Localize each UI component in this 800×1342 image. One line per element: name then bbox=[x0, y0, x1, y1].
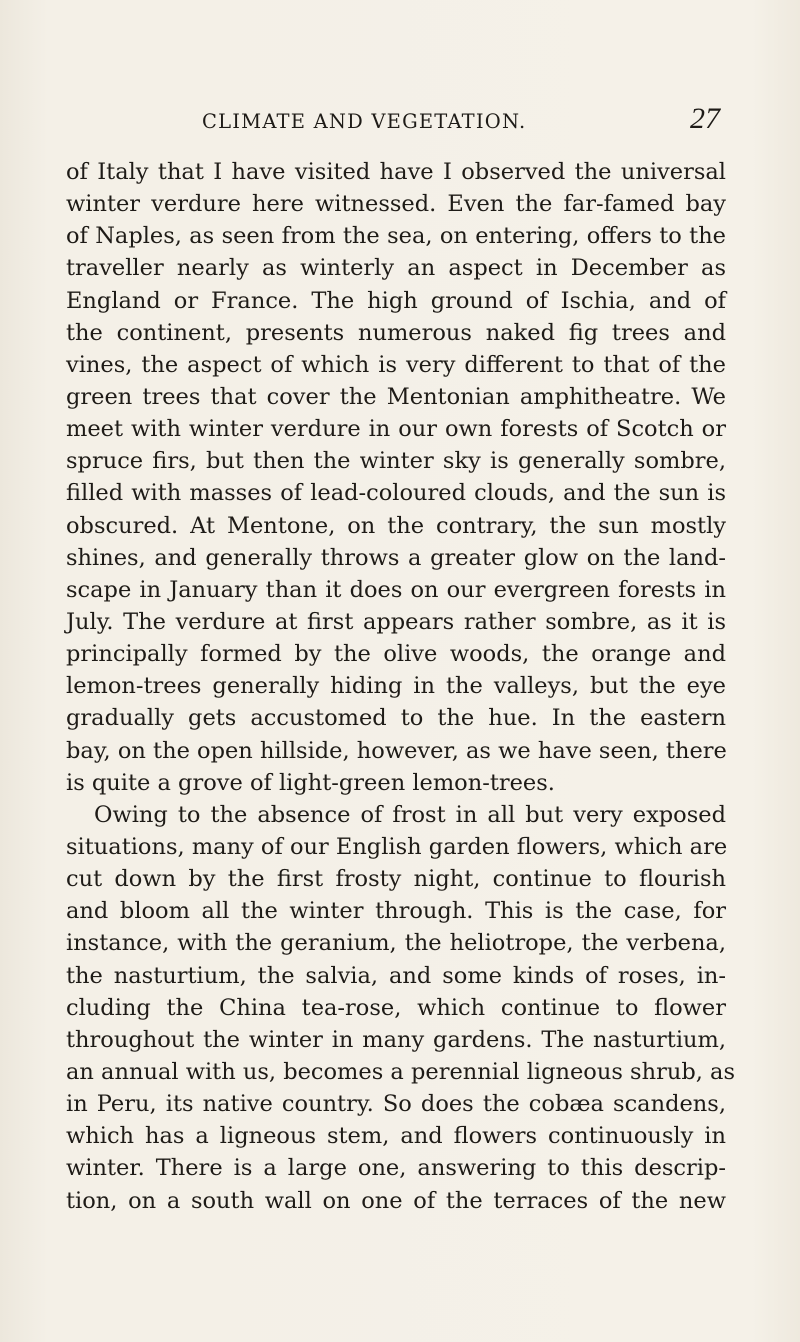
page-header bbox=[66, 102, 720, 148]
text-line: in Peru, its native country. So does the cobæa scandens, bbox=[66, 1091, 726, 1118]
text-line: winter verdure here witnessed. Even the far-famed bay bbox=[66, 191, 726, 218]
text-line: situations, many of our English garden flowers, which are bbox=[66, 833, 728, 860]
body-text bbox=[66, 156, 735, 1217]
text-line: tion, on a south wall on one of the terraces of the new bbox=[66, 1187, 726, 1214]
text-line: throughout the winter in many gardens. The nasturtium, bbox=[66, 1026, 726, 1053]
text-line: meet with winter verdure in our own forests of Scotch or bbox=[66, 416, 726, 443]
paragraph-start-line: Owing to the absence of frost in all but very exposed bbox=[94, 801, 726, 828]
page-number: 27 bbox=[690, 102, 720, 135]
text-line: bay, on the open hillside, however, as we have seen, there bbox=[66, 737, 727, 764]
text-line: traveller nearly as winterly an aspect in December as bbox=[66, 255, 726, 282]
paragraph-end-line: is quite a grove of light-green lemon-trees. bbox=[66, 769, 555, 796]
text-line: and bloom all the winter through. This is the case, for bbox=[66, 898, 726, 925]
text-line: of Naples, as seen from the sea, on entering, offers to the bbox=[66, 223, 726, 250]
text-line: principally formed by the olive woods, the orange and bbox=[66, 641, 726, 668]
text-line: of Italy that I have visited have I observed the universal bbox=[66, 159, 726, 185]
text-line: shines, and generally throws a greater glow on the land- bbox=[66, 544, 726, 571]
text-line: July. The verdure at first appears rather sombre, as it is bbox=[66, 608, 726, 635]
text-line: filled with masses of lead-coloured clouds, and the sun is bbox=[66, 480, 726, 507]
running-head: CLIMATE AND VEGETATION. bbox=[202, 110, 527, 133]
text-line: vines, the aspect of which is very different to that of the bbox=[66, 351, 726, 378]
text-line: green trees that cover the Mentonian amphitheatre. We bbox=[66, 383, 726, 410]
text-line: cluding the China tea-rose, which continue to flower bbox=[66, 994, 726, 1021]
text-line: an annual with us, becomes a perennial ligneous shrub, as bbox=[66, 1058, 735, 1085]
text-line: which has a ligneous stem, and flowers continuously in bbox=[66, 1123, 726, 1150]
text-line: England or France. The high ground of Ischia, and of bbox=[66, 287, 726, 314]
text-line: scape in January than it does on our evergreen forests in bbox=[66, 576, 726, 603]
text-line: lemon-trees generally hiding in the valleys, but the eye bbox=[66, 673, 726, 700]
text-line: obscured. At Mentone, on the contrary, the sun mostly bbox=[66, 512, 726, 539]
text-line: winter. There is a large one, answering to this descrip- bbox=[66, 1155, 726, 1182]
text-line: gradually gets accustomed to the hue. In the eastern bbox=[66, 705, 726, 732]
text-line: the continent, presents numerous naked fig trees and bbox=[66, 319, 726, 346]
text-line: cut down by the first frosty night, continue to flourish bbox=[66, 866, 726, 893]
text-line: spruce firs, but then the winter sky is generally sombre, bbox=[66, 448, 726, 475]
text-line: instance, with the geranium, the heliotrope, the verbena, bbox=[66, 930, 726, 957]
text-line: the nasturtium, the salvia, and some kinds of roses, in- bbox=[66, 962, 726, 989]
